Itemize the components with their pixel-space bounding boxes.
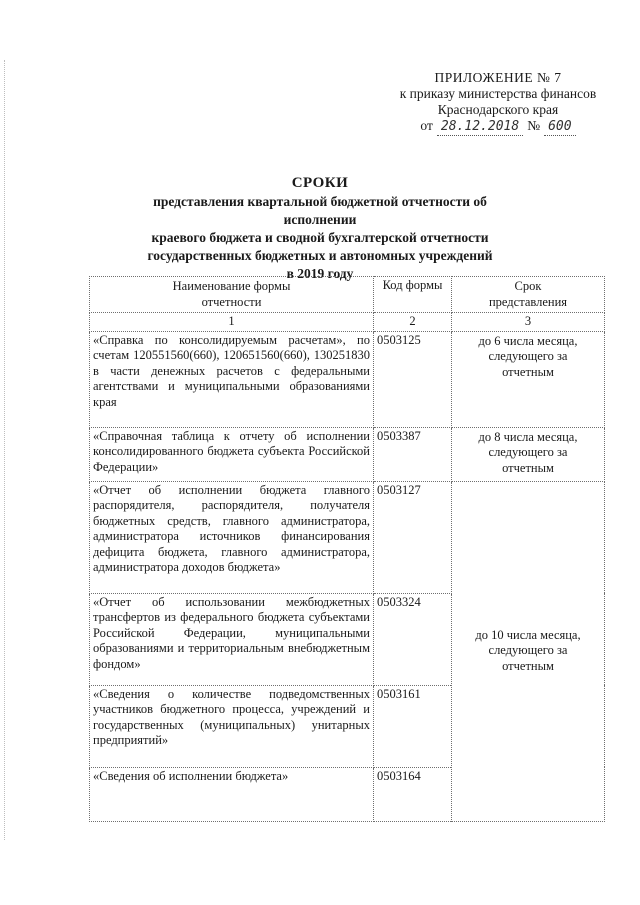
appendix-region-line: Краснодарского края bbox=[437, 102, 559, 117]
heading-subtitle-4: в 2019 году bbox=[286, 266, 354, 281]
number-sign: № bbox=[527, 118, 541, 133]
table-row bbox=[90, 427, 605, 481]
appendix-title: ПРИЛОЖЕНИЕ № 7 bbox=[434, 70, 562, 85]
heading-subtitle-2: краевого бюджета и сводной бухгалтерской отчетности bbox=[151, 230, 489, 245]
appendix-block bbox=[378, 70, 618, 136]
form-name-cell: «Справочная таблица к отчету об исполнении консолидированного бюджета субъекта Российской Федерации» bbox=[90, 427, 374, 481]
form-name-cell: «Отчет об исполнении бюджета главного распорядителя, распорядителя, получателя бюджетных средств, главного администратора, администратора источников финансирования дефицита бюджета, главного администратора, администратора доходов бюджета» bbox=[90, 481, 374, 593]
handwritten-number: 600 bbox=[544, 119, 575, 136]
deadline-cell: до 8 числа месяца, следующего за отчетным bbox=[452, 427, 605, 481]
scan-edge-mark bbox=[4, 60, 6, 840]
appendix-order-line: к приказу министерства финансов bbox=[399, 86, 597, 101]
form-name-cell: «Отчет об использовании межбюджетных трансфертов из федерального бюджета субъектами Российской Федерации, муниципальными образованиями и территориальным внебюджетным фондом» bbox=[90, 593, 374, 685]
document-heading bbox=[120, 174, 520, 283]
header-form-code: Код формы bbox=[374, 277, 452, 313]
reporting-deadlines-table bbox=[89, 276, 605, 822]
table-row bbox=[90, 481, 605, 593]
table-row bbox=[90, 331, 605, 427]
heading-title: СРОКИ bbox=[291, 175, 349, 191]
column-number-1: 1 bbox=[90, 313, 374, 332]
form-code-cell: 0503387 bbox=[374, 427, 452, 481]
form-name-cell: «Сведения о количестве подведомственных участников бюджетного процесса, учреждений и государственных (муниципальных) унитарных предприятий» bbox=[90, 685, 374, 767]
table-column-numbers-row bbox=[90, 313, 605, 332]
form-name-cell: «Справка по консолидируемым расчетам», по счетам 120551560(660), 120651560(660), 130251830 в части денежных расчетов с федеральными агентствами и муниципальными образованиями края bbox=[90, 331, 374, 427]
heading-subtitle-1: представления квартальной бюджетной отчетности об исполнении bbox=[153, 194, 487, 227]
merged-deadline-cell: до 10 числа месяца, следующего за отчетным bbox=[452, 481, 605, 821]
form-code-cell: 0503127 bbox=[374, 481, 452, 593]
table-header-row bbox=[90, 277, 605, 313]
form-code-cell: 0503161 bbox=[374, 685, 452, 767]
form-code-cell: 0503125 bbox=[374, 331, 452, 427]
form-code-cell: 0503324 bbox=[374, 593, 452, 685]
deadline-cell: до 6 числа месяца, следующего за отчетным bbox=[452, 331, 605, 427]
handwritten-date: 28.12.2018 bbox=[437, 119, 523, 136]
heading-subtitle-3: государственных бюджетных и автономных учреждений bbox=[147, 248, 493, 263]
appendix-date-line bbox=[378, 118, 618, 136]
form-name-cell: «Сведения об исполнении бюджета» bbox=[90, 767, 374, 821]
header-deadline: Срок представления bbox=[452, 277, 605, 313]
date-prefix: от bbox=[420, 118, 433, 133]
form-code-cell: 0503164 bbox=[374, 767, 452, 821]
header-form-name: Наименование формы отчетности bbox=[90, 277, 374, 313]
column-number-3: 3 bbox=[452, 313, 605, 332]
column-number-2: 2 bbox=[374, 313, 452, 332]
